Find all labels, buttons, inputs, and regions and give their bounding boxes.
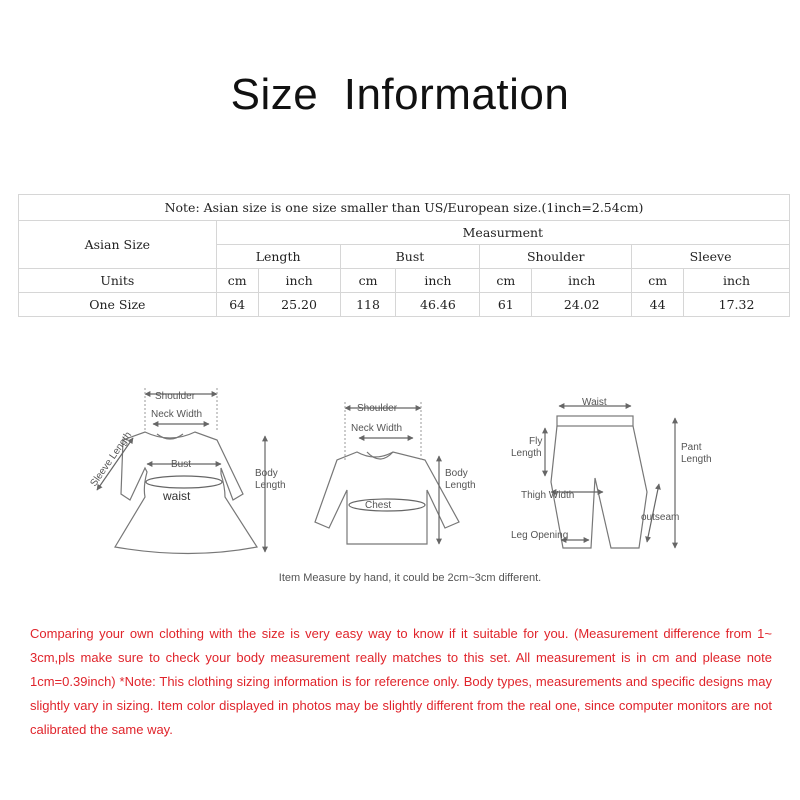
value-cell: 61 <box>480 293 532 317</box>
shoulder-header: Shoulder <box>480 245 632 269</box>
table-row <box>19 293 790 317</box>
unit-cell: inch <box>258 269 340 293</box>
dress-length-label: Length <box>255 480 286 491</box>
value-cell: 46.46 <box>396 293 480 317</box>
pants-thigh-label: Thigh Width <box>521 490 575 501</box>
unit-cell: cm <box>340 269 396 293</box>
top-neckline <box>367 452 393 459</box>
dress-body-label: Body <box>255 468 278 479</box>
unit-cell: inch <box>532 269 632 293</box>
dress-waist-label: waist <box>163 489 191 503</box>
value-cell: 24.02 <box>532 293 632 317</box>
dress-waist-ellipse <box>146 476 222 488</box>
measurement-header: Measurment <box>216 221 789 245</box>
size-table <box>18 194 790 317</box>
value-cell: 64 <box>216 293 258 317</box>
pants-pant-length-label: Length <box>681 454 712 465</box>
dress-neck-label: Neck Width <box>151 409 203 420</box>
pants-fly-length-label: Length <box>511 448 542 459</box>
note-row <box>19 195 790 221</box>
top-neck-label: Neck Width <box>351 423 403 434</box>
sleeve-header: Sleeve <box>632 245 790 269</box>
pants-waist-label: Waist <box>582 397 607 408</box>
top-body-label: Body <box>445 468 468 479</box>
top-chest-label: Chest <box>365 500 392 511</box>
top-shoulder-label: Shoulder <box>357 403 398 414</box>
pants-leg-label: Leg Opening <box>511 530 569 541</box>
unit-cell: inch <box>684 269 790 293</box>
length-header: Length <box>216 245 340 269</box>
dress-bust-label: Bust <box>171 459 192 470</box>
unit-cell: inch <box>396 269 480 293</box>
measurement-diagram <box>75 372 735 572</box>
units-label: Units <box>19 269 217 293</box>
value-cell: 44 <box>632 293 684 317</box>
value-cell: 17.32 <box>684 293 790 317</box>
size-label: One Size <box>19 293 217 317</box>
bust-header: Bust <box>340 245 480 269</box>
value-cell: 25.20 <box>258 293 340 317</box>
unit-cell: cm <box>480 269 532 293</box>
pants-fly-label: Fly <box>529 436 543 447</box>
top-length-label: Length <box>445 480 476 491</box>
header-row-1 <box>19 221 790 245</box>
unit-cell: cm <box>632 269 684 293</box>
pants-diagram <box>545 406 675 548</box>
value-cell: 118 <box>340 293 396 317</box>
sizing-notice: Comparing your own clothing with the size is very easy way to know if it suitable for you. (Measurement difference from 1~ 3cm,pls make sure to check your body measurement really matches to this set. All measurement is in cm and please note 1cm=0.39inch) *Note: This clothing sizing information is for reference only. Body types, measurements and specific designs may slightly vary in sizing. Item color displayed in photos may be slightly different from the real one, since computer monitors are not calibrated the same way. <box>30 626 772 737</box>
size-note: Note: Asian size is one size smaller than US/European size.(1inch=2.54cm) <box>19 195 790 221</box>
asian-size-header: Asian Size <box>19 221 217 269</box>
dress-shoulder-label: Shoulder <box>155 391 196 402</box>
pants-pant-label: Pant <box>681 442 702 453</box>
diagram-caption: Item Measure by hand, it could be 2cm~3cm different. <box>278 572 542 584</box>
dress-sleeve-label: Sleeve Length <box>88 430 135 489</box>
top-outline <box>315 452 459 544</box>
units-row <box>19 269 790 293</box>
pants-outseam-label: outseam <box>641 512 680 523</box>
pants-waistband <box>557 416 633 426</box>
page-title: Size Information <box>230 70 570 119</box>
unit-cell: cm <box>216 269 258 293</box>
